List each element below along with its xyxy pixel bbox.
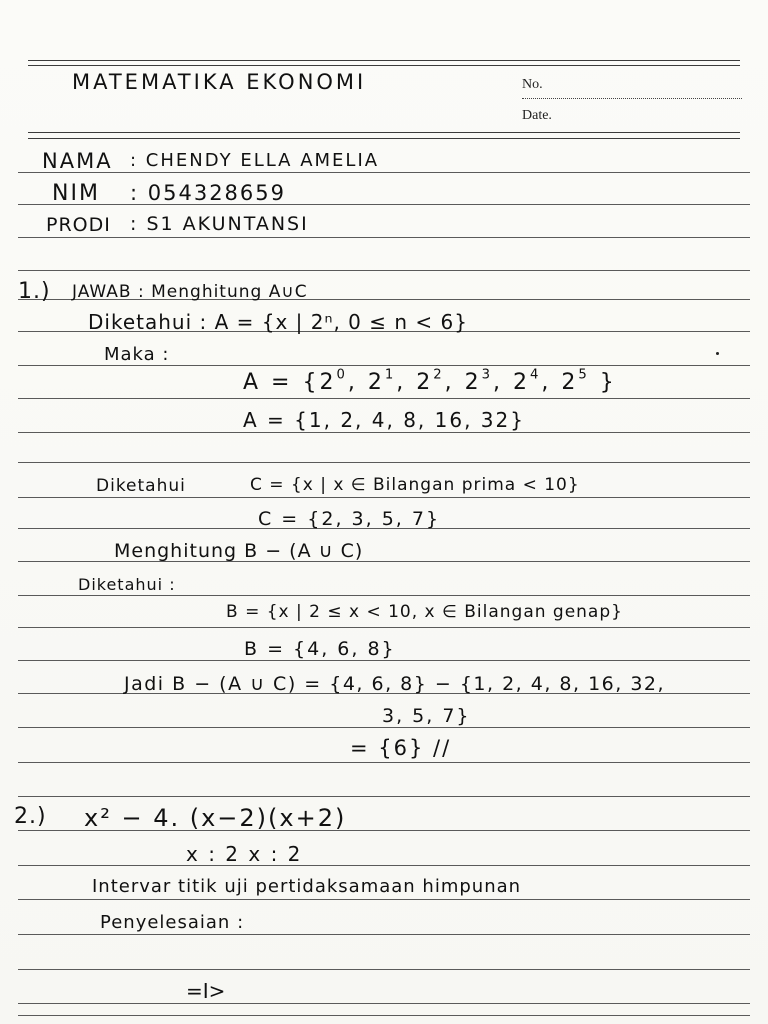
ruled-line <box>18 237 750 238</box>
q1-jadi-line: Jadi B − (A ∪ C) = {4, 6, 8} − {1, 2, 4, 8, 16, 32, <box>124 673 666 695</box>
q2-penyelesaian: Penyelesaian : <box>100 912 245 933</box>
header-bottom-rule <box>28 132 740 133</box>
q1-known-c-label: Diketahui <box>96 476 186 496</box>
page-title: MATEMATIKA EKONOMI <box>72 70 367 94</box>
no-dotted-line <box>522 98 742 99</box>
q1-known-b-label: Diketahui : <box>78 575 176 594</box>
exp-0: 0 <box>336 367 348 383</box>
ruled-line <box>18 432 750 433</box>
ruled-line <box>18 398 750 399</box>
a-power-prefix: A = {2 <box>243 370 337 395</box>
ruled-line <box>18 627 750 628</box>
q2-interval-text: Intervar titik uji pertidaksamaan himpunan <box>92 876 522 897</box>
q1-number: 1.) <box>18 279 51 304</box>
q1-heading: JAWAB : Menghitung A∪C <box>72 282 308 302</box>
nama-label: NAMA <box>42 149 113 173</box>
q1-compute-b: Menghitung B − (A ∪ C) <box>114 540 364 562</box>
exp-4: 4 <box>529 367 542 383</box>
q1-maka: Maka : <box>104 344 170 365</box>
ruled-line <box>18 1003 750 1004</box>
prodi-label: PRODI <box>46 214 111 236</box>
ruled-line <box>18 270 750 271</box>
ruled-line <box>18 727 750 728</box>
exp-2: 2 <box>433 367 445 383</box>
nama-value: : CHENDY ELLA AMELIA <box>130 150 380 171</box>
q1-known-b: B = {x | 2 ≤ x < 10, x ∈ Bilangan genap} <box>226 602 623 622</box>
q1-a-powers: $A = \{2^0$, $2^1$, $2^2$, $2^3$, $2^4$, $2^5$ } <box>243 367 617 395</box>
nim-label: NIM <box>52 181 100 206</box>
q1-jadi-cont: 3, 5, 7} <box>382 705 471 727</box>
ruled-line <box>18 1015 750 1016</box>
ruled-line <box>18 497 750 498</box>
q1-result: = {6} // <box>350 736 452 760</box>
no-label: No. <box>522 77 543 92</box>
ruled-line <box>18 796 750 797</box>
ruled-line <box>18 762 750 763</box>
header-top-rule-2 <box>28 65 740 66</box>
q2-expression: x² − 4. (x−2)(x+2) <box>84 804 347 832</box>
q1-b-list: B = {4, 6, 8} <box>244 638 396 660</box>
ruled-line <box>18 865 750 866</box>
ruled-line <box>18 172 750 173</box>
q2-number: 2.) <box>14 804 47 829</box>
q2-roots: x : 2 x : 2 <box>186 842 303 866</box>
exp-1: 1 <box>384 367 397 383</box>
q1-a-list: A = {1, 2, 4, 8, 16, 32} <box>243 408 525 432</box>
exp-3: 3 <box>481 367 493 383</box>
ruled-line <box>18 462 750 463</box>
ruled-line <box>18 899 750 900</box>
nim-value: : 054328659 <box>130 181 286 205</box>
q1-known-a: Diketahui : A = {x | 2ⁿ, 0 ≤ n < 6} <box>88 310 468 334</box>
exp-5: 5 <box>578 367 590 383</box>
q1-known-c: C = {x | x ∈ Bilangan prima < 10} <box>250 475 580 495</box>
ruled-line <box>18 365 750 366</box>
q1-c-list: C = {2, 3, 5, 7} <box>258 508 441 530</box>
ruled-line <box>18 969 750 970</box>
prodi-value: : S1 AKUNTANSI <box>130 213 309 235</box>
ruled-line <box>18 595 750 596</box>
header-bottom-rule-2 <box>28 138 740 139</box>
ruled-line <box>18 660 750 661</box>
date-label: Date. <box>522 108 552 123</box>
header-top-rule <box>28 60 740 61</box>
ruled-line <box>18 204 750 205</box>
ruled-line <box>18 934 750 935</box>
q2-arrow: =I> <box>186 979 226 1003</box>
stray-dot <box>716 352 719 355</box>
